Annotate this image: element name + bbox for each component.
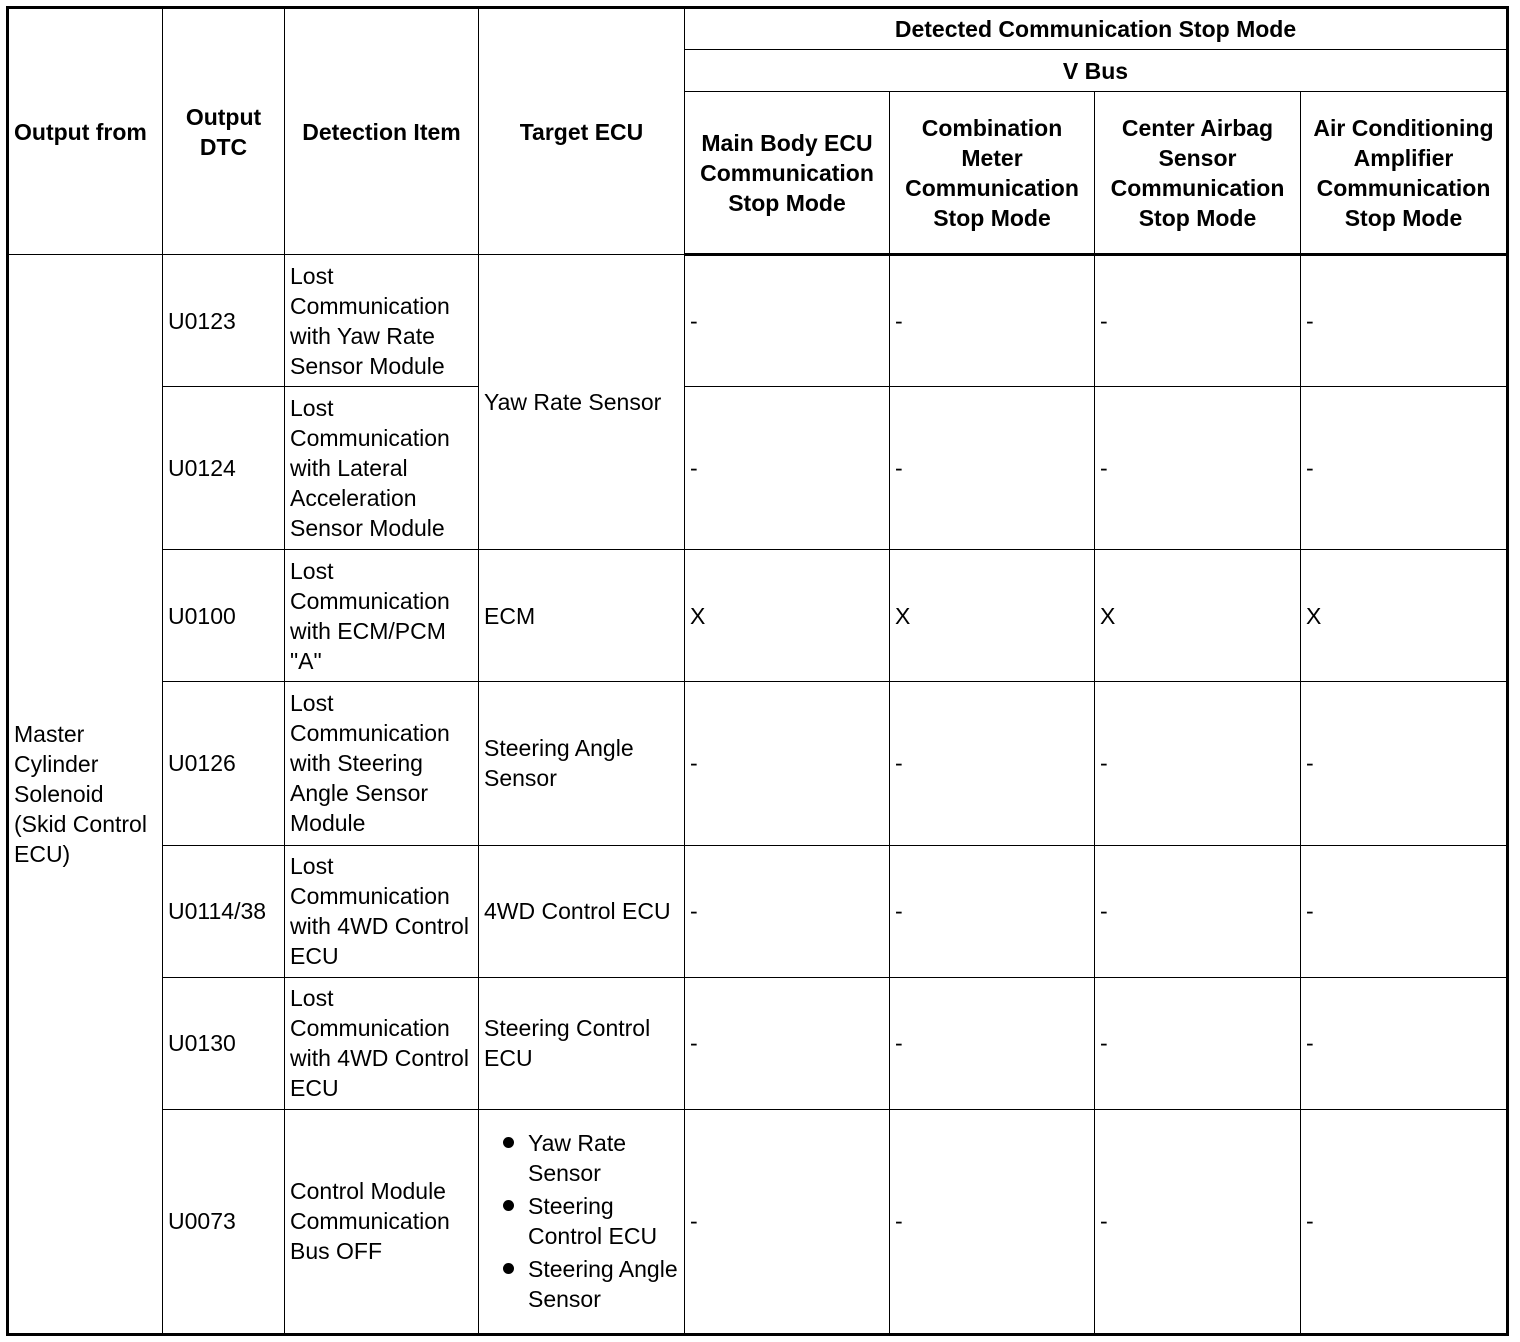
header-v-bus: V Bus [685, 50, 1508, 92]
table-row [8, 1109, 1508, 1334]
mode-cell: - [1301, 1109, 1508, 1334]
mode-cell: - [1301, 977, 1508, 1109]
table-row [8, 845, 1508, 977]
list-item: Steering Angle Sensor [484, 1254, 679, 1314]
header-output-from: Output from [8, 8, 163, 255]
header-detected-stop-mode: Detected Communication Stop Mode [685, 8, 1508, 50]
mode-cell: - [890, 255, 1095, 387]
list-item: Steering Control ECU [484, 1191, 679, 1251]
mode-cell: - [1301, 682, 1508, 845]
detection-item-cell: Control Module Communication Bus OFF [285, 1109, 479, 1334]
target-ecu-cell: 4WD Control ECU [479, 845, 685, 977]
table-row [8, 255, 1508, 387]
mode-cell: - [1095, 845, 1301, 977]
mode-cell: - [1301, 387, 1508, 550]
table-row [8, 682, 1508, 845]
detection-item-cell: Lost Communication with 4WD Control ECU [285, 845, 479, 977]
header-mode-center-airbag: Center Airbag Sensor Communication Stop Mode [1095, 92, 1301, 255]
dtc-table [6, 6, 1509, 1336]
header-mode-main-body: Main Body ECU Communication Stop Mode [685, 92, 890, 255]
mode-cell: X [1301, 550, 1508, 682]
dtc-cell: U0100 [163, 550, 285, 682]
target-ecu-cell: ECM [479, 550, 685, 682]
dtc-cell: U0124 [163, 387, 285, 550]
target-ecu-cell: Steering Control ECU [479, 977, 685, 1109]
mode-cell: X [1095, 550, 1301, 682]
mode-cell: - [685, 977, 890, 1109]
target-ecu-cell [479, 1109, 685, 1334]
table-row [8, 550, 1508, 682]
list-item: Yaw Rate Sensor [484, 1128, 679, 1188]
mode-cell: - [685, 255, 890, 387]
mode-cell: - [685, 845, 890, 977]
mode-cell: - [685, 387, 890, 550]
mode-cell: - [1301, 255, 1508, 387]
mode-cell: - [1095, 255, 1301, 387]
dtc-cell: U0123 [163, 255, 285, 387]
detection-item-cell: Lost Communication with 4WD Control ECU [285, 977, 479, 1109]
mode-cell: - [890, 845, 1095, 977]
mode-cell: X [685, 550, 890, 682]
dtc-cell: U0130 [163, 977, 285, 1109]
table-row [8, 977, 1508, 1109]
header-target-ecu: Target ECU [479, 8, 685, 255]
mode-cell: - [1095, 682, 1301, 845]
mode-cell: - [890, 682, 1095, 845]
header-mode-air-conditioning: Air Conditioning Amplifier Communication Stop Mode [1301, 92, 1508, 255]
mode-cell: - [890, 977, 1095, 1109]
mode-cell: - [1095, 977, 1301, 1109]
header-detection-item: Detection Item [285, 8, 479, 255]
target-ecu-cell: Yaw Rate Sensor [479, 255, 685, 550]
detection-item-cell: Lost Communication with Steering Angle Sensor Module [285, 682, 479, 845]
detection-item-cell: Lost Communication with Lateral Acceleration Sensor Module [285, 387, 479, 550]
mode-cell: - [685, 1109, 890, 1334]
target-ecu-cell: Steering Angle Sensor [479, 682, 685, 845]
mode-cell: - [1095, 387, 1301, 550]
target-ecu-list [484, 1128, 679, 1314]
mode-cell: - [1301, 845, 1508, 977]
mode-cell: X [890, 550, 1095, 682]
output-from-cell: Master Cylinder Solenoid (Skid Control ECU) [8, 255, 163, 1335]
mode-cell: - [890, 1109, 1095, 1334]
detection-item-cell: Lost Communication with Yaw Rate Sensor Module [285, 255, 479, 387]
header-output-dtc: Output DTC [163, 8, 285, 255]
table-row [8, 387, 1508, 550]
mode-cell: - [890, 387, 1095, 550]
dtc-cell: U0073 [163, 1109, 285, 1334]
mode-cell: - [1095, 1109, 1301, 1334]
dtc-cell: U0114/38 [163, 845, 285, 977]
mode-cell: - [685, 682, 890, 845]
detection-item-cell: Lost Communication with ECM/PCM "A" [285, 550, 479, 682]
dtc-cell: U0126 [163, 682, 285, 845]
header-mode-combination-meter: Combination Meter Communication Stop Mode [890, 92, 1095, 255]
